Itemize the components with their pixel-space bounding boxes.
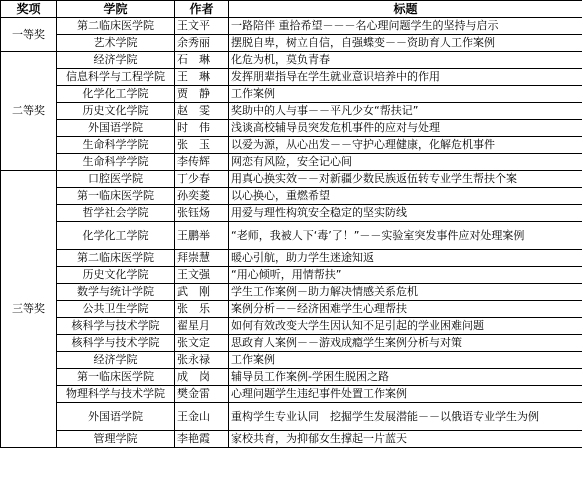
table-row	[1, 120, 582, 137]
table-row	[1, 205, 582, 222]
college-cell: 外国语学院	[57, 403, 175, 431]
title-cell: 案例分析－－经济困难学生心理帮扶	[229, 301, 582, 318]
title-cell: 思政育人案例－－游戏成瘾学生案例分析与对策	[229, 335, 582, 352]
author-cell: 翟星月	[175, 318, 229, 335]
college-cell: 外国语学院	[57, 120, 175, 137]
table-row	[1, 86, 582, 103]
table-row	[1, 431, 582, 448]
table-row	[1, 352, 582, 369]
college-cell: 公共卫生学院	[57, 301, 175, 318]
author-cell: 贾 静	[175, 86, 229, 103]
title-cell: “用心倾听，用情帮扶”	[229, 267, 582, 284]
title-cell: 以心换心，重燃希望	[229, 188, 582, 205]
author-cell: 石 琳	[175, 52, 229, 69]
title-cell: “老师，我被人下‘毒’了！”－－实验室突发事件应对处理案例	[229, 222, 582, 250]
table-row	[1, 222, 582, 250]
author-cell: 李艳霞	[175, 431, 229, 448]
table-body	[1, 18, 582, 448]
table-row	[1, 35, 582, 52]
title-cell: 学生工作案例－助力解决情感关系危机	[229, 284, 582, 301]
table-row	[1, 154, 582, 171]
table-row	[1, 403, 582, 431]
college-cell: 第一临床医学院	[57, 369, 175, 386]
title-cell: 发挥朋辈指导在学生就业意识培养中的作用	[229, 69, 582, 86]
table-row	[1, 386, 582, 403]
college-cell: 第二临床医学院	[57, 18, 175, 35]
title-cell: 以爱为源，从心出发－－守护心理健康，化解危机事件	[229, 137, 582, 154]
author-cell: 王 琳	[175, 69, 229, 86]
award-level-cell: 一等奖	[1, 18, 57, 52]
author-cell: 张 乐	[175, 301, 229, 318]
title-cell: 一路陪伴 重拾希望－－－名心理问题学生的坚持与启示	[229, 18, 582, 35]
college-cell: 哲学社会学院	[57, 205, 175, 222]
title-cell: 暖心引航，助力学生迷途知返	[229, 250, 582, 267]
college-cell: 第二临床医学院	[57, 250, 175, 267]
author-cell: 王文强	[175, 267, 229, 284]
title-cell: 网恋有风险，安全记心间	[229, 154, 582, 171]
author-cell: 赵 雯	[175, 103, 229, 120]
title-cell: 如何有效改变大学生因认知不足引起的学业困难问题	[229, 318, 582, 335]
title-cell: 奖助中的人与事－－平凡少女“帮扶记”	[229, 103, 582, 120]
author-cell: 余秀丽	[175, 35, 229, 52]
college-cell: 信息科学与工程学院	[57, 69, 175, 86]
header-college: 学院	[57, 1, 175, 18]
table-row	[1, 103, 582, 120]
author-cell: 王金山	[175, 403, 229, 431]
table-row	[1, 267, 582, 284]
header-award: 奖项	[1, 1, 57, 18]
college-cell: 历史文化学院	[57, 103, 175, 120]
author-cell: 张永禄	[175, 352, 229, 369]
title-cell: 用真心换实效－－对新疆少数民族返伍转专业学生帮扶个案	[229, 171, 582, 188]
college-cell: 艺术学院	[57, 35, 175, 52]
college-cell: 管理学院	[57, 431, 175, 448]
college-cell: 化学化工学院	[57, 222, 175, 250]
author-cell: 武 刚	[175, 284, 229, 301]
college-cell: 核科学与技术学院	[57, 318, 175, 335]
header-title: 标题	[229, 1, 582, 18]
author-cell: 孙奕菱	[175, 188, 229, 205]
header-author: 作者	[175, 1, 229, 18]
author-cell: 张文定	[175, 335, 229, 352]
table-row	[1, 301, 582, 318]
title-cell: 辅导员工作案例-学困生脱困之路	[229, 369, 582, 386]
title-cell: 重构学生专业认同 挖掘学生发展潜能－－以俄语专业学生为例	[229, 403, 582, 431]
college-cell: 生命科学学院	[57, 137, 175, 154]
title-cell: 摆脱自卑，树立自信，自强蝶变－－资助育人工作案例	[229, 35, 582, 52]
header-row	[1, 1, 582, 18]
title-cell: 家校共育，为抑郁女生撑起一片蓝天	[229, 431, 582, 448]
table-row	[1, 318, 582, 335]
award-level-cell: 三等奖	[1, 171, 57, 448]
table-row	[1, 69, 582, 86]
table-row	[1, 284, 582, 301]
title-cell: 用爱与理性构筑安全稳定的坚实防线	[229, 205, 582, 222]
author-cell: 王鹏举	[175, 222, 229, 250]
author-cell: 拜崇慧	[175, 250, 229, 267]
title-cell: 工作案例	[229, 86, 582, 103]
college-cell: 数学与统计学院	[57, 284, 175, 301]
college-cell: 历史文化学院	[57, 267, 175, 284]
table-row	[1, 18, 582, 35]
author-cell: 张 玉	[175, 137, 229, 154]
college-cell: 口腔医学院	[57, 171, 175, 188]
author-cell: 樊金雷	[175, 386, 229, 403]
college-cell: 核科学与技术学院	[57, 335, 175, 352]
table-row	[1, 52, 582, 69]
title-cell: 化危为机，莫负青春	[229, 52, 582, 69]
college-cell: 第一临床医学院	[57, 188, 175, 205]
table-row	[1, 335, 582, 352]
author-cell: 时 伟	[175, 120, 229, 137]
table-row	[1, 250, 582, 267]
college-cell: 经济学院	[57, 52, 175, 69]
author-cell: 李传辉	[175, 154, 229, 171]
author-cell: 王文平	[175, 18, 229, 35]
college-cell: 经济学院	[57, 352, 175, 369]
college-cell: 物理科学与技术学院	[57, 386, 175, 403]
table-row	[1, 171, 582, 188]
college-cell: 化学化工学院	[57, 86, 175, 103]
table-row	[1, 137, 582, 154]
table-row	[1, 188, 582, 205]
table-row	[1, 369, 582, 386]
title-cell: 心理问题学生违纪事件处置工作案例	[229, 386, 582, 403]
title-cell: 浅谈高校辅导员突发危机事件的应对与处理	[229, 120, 582, 137]
author-cell: 丁少春	[175, 171, 229, 188]
author-cell: 张钰炀	[175, 205, 229, 222]
college-cell: 生命科学学院	[57, 154, 175, 171]
author-cell: 成 岗	[175, 369, 229, 386]
title-cell: 工作案例	[229, 352, 582, 369]
award-level-cell: 二等奖	[1, 52, 57, 171]
